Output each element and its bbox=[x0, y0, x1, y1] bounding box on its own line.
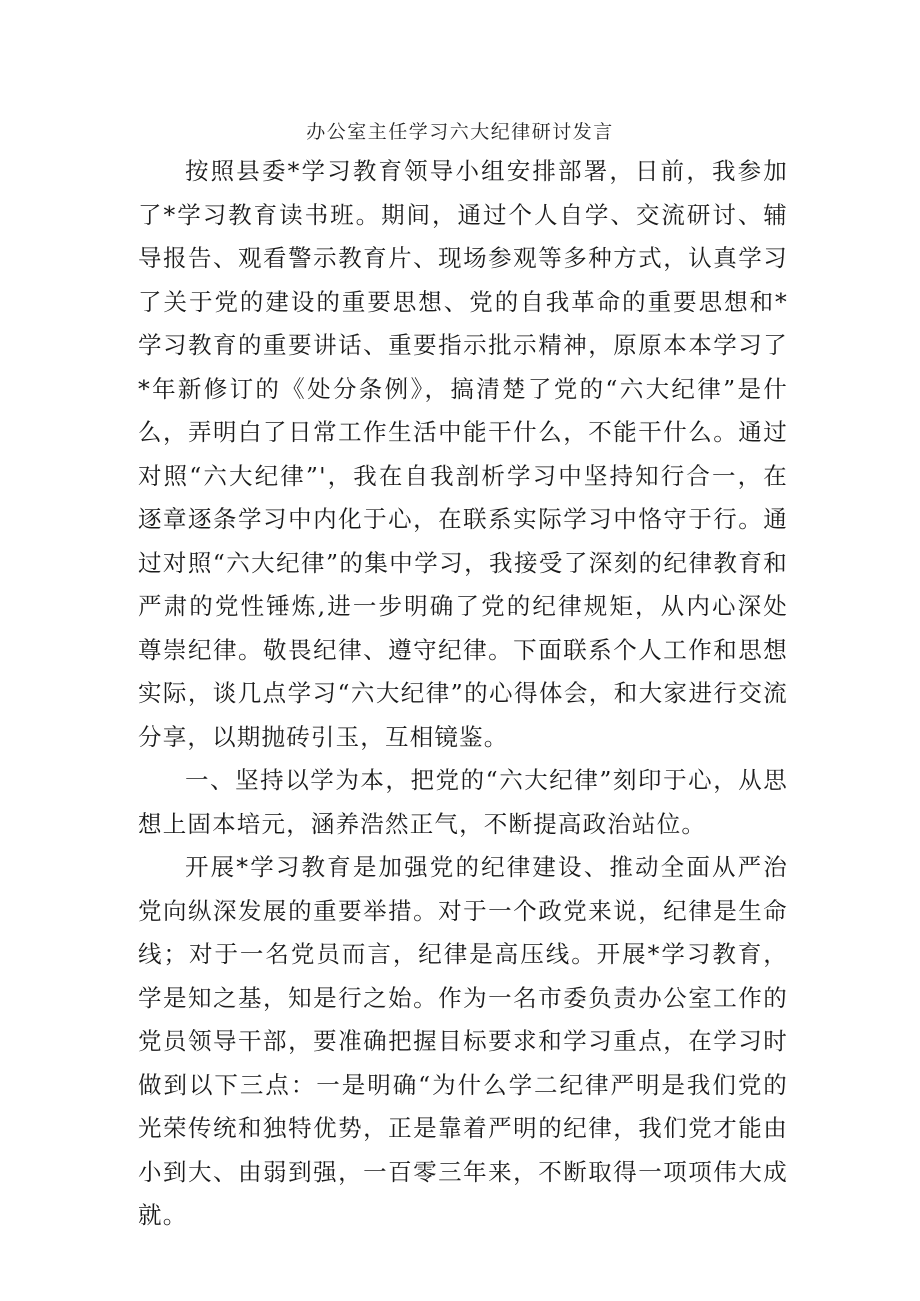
document-title: 办公室主任学习六大纪律研讨发言 bbox=[306, 121, 614, 143]
intro-paragraph: 按照县委*学习教育领导小组安排部署，日前，我参加了*学习教育读书班。期间，通过个人自学、交流研讨、辅导报告、观看警示教育片、现场参观等多种方式，认真学习了关于党的建设的重要思想、党的自我革命的重要思想和*学习教育的重要讲话、重要指示批示精神，原原本本学习了*年新修订的《处分条例》，搞清楚了党的“六大纪律”是什么，弄明白了日常工作生活中能干什么，不能干什么。通过对照“六大纪律”'，我在自我剖析学习中坚持知行合一，在逐章逐条学习中内化于心，在联系实际学习中恪守于行。通过对照“六大纪律”的集中学习，我接受了深刻的纪律教育和严肃的党性锤炼,进一步明确了党的纪律规矩，从内心深处尊崇纪律。敬畏纪律、遵守纪律。下面联系个人工作和思想实际，谈几点学习“六大纪律”的心得体会，和大家进行交流分享，以期抛砖引玉，互相镜鉴。 bbox=[138, 157, 788, 751]
document-body bbox=[138, 150, 788, 1238]
section-heading-one: 一、坚持以学为本，把党的“六大纪律”刻印于心，从思想上固本培元，涵养浩然正气，不断提高政治站位。 bbox=[138, 766, 788, 838]
section-one-paragraph: 开展*学习教育是加强党的纪律建设、推动全面从严治党向纵深发展的重要举措。对于一个政党来说，纪律是生命线；对于一名党员而言，纪律是高压线。开展*学习教育，学是知之基，知是行之始。作为一名市委负责办公室工作的党员领导干部，要准确把握目标要求和学习重点，在学习时做到以下三点：一是明确“为什么学二纪律严明是我们党的光荣传统和独特优势，正是靠着严明的纪律，我们党才能由小到大、由弱到强，一百零三年来，不断取得一项项伟大成就。 bbox=[138, 853, 788, 1229]
